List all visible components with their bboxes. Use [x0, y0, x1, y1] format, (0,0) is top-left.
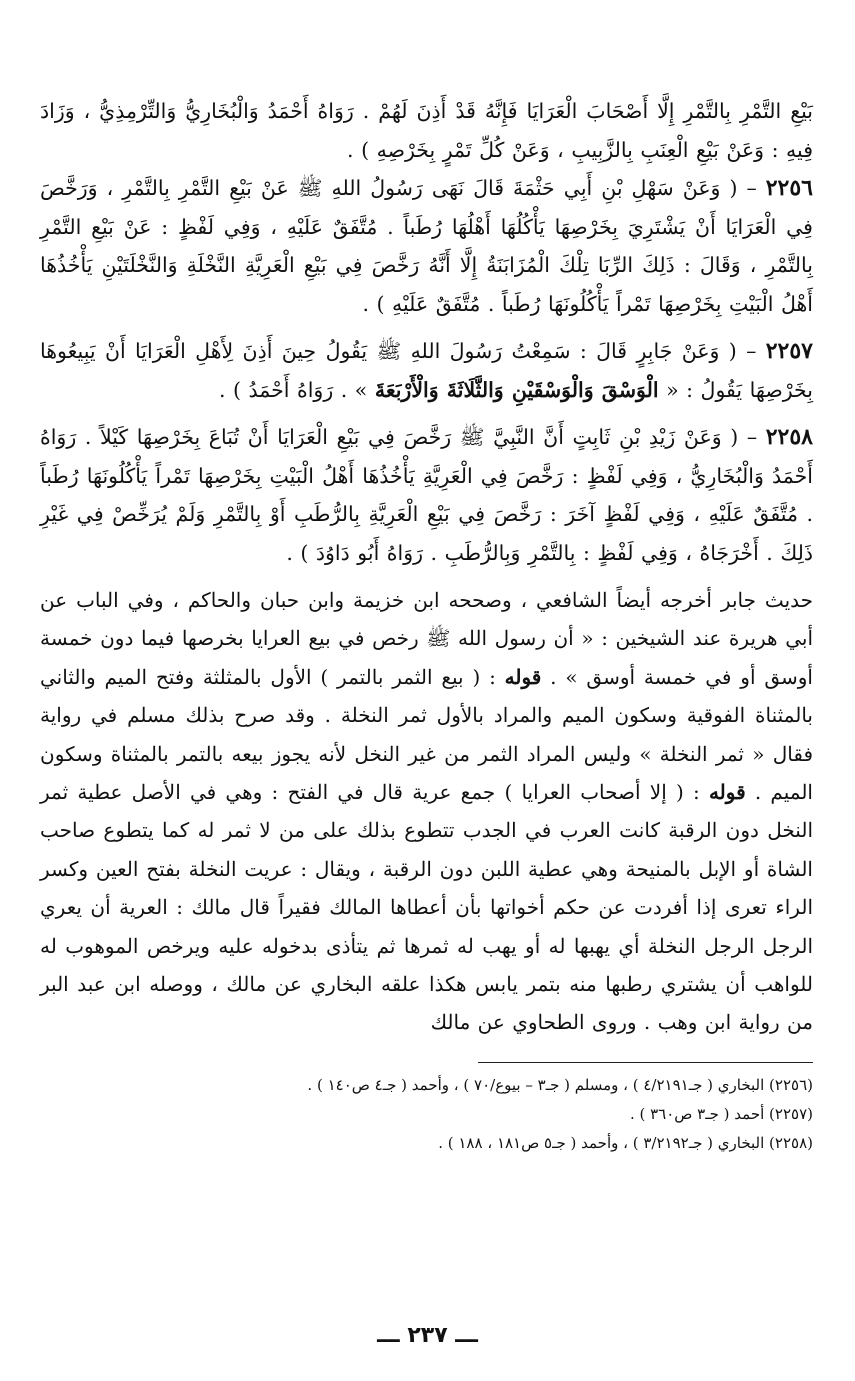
footnotes: [40, 1071, 813, 1158]
commentary-text: حديث جابر أخرجه أيضاً الشافعي ، وصححه ابن خزيمة وابن حبان والحاكم ، وفي الباب عن أبي هريرة عند الشيخين : « أن رسول الله ﷺ رخص في بيع العرايا بخرصها فيما دون خمسة أوسق أو في خمسة أوسق » .: [40, 588, 813, 689]
commentary-paragraph: [40, 581, 813, 1042]
hadith-2257: [40, 332, 813, 409]
commentary-text: : ( بيع الثمر بالتمر ) الأول بالمثلثة وفتح الميم والثاني بالمثناة الفوقية وسكون الميم والمراد بالأول ثمر النخلة . وقد صرح بذلك مسلم في رواية فقال « ثمر النخلة » وليس المراد الثمر من غير النخل لأنه يجوز بيعه بالتمر بالمثناة وسكون الميم .: [40, 664, 813, 805]
opening-paragraph: بَيْعِ التَّمْرِ بِالتَّمْرِ إِلَّا أَصْحَابَ الْعَرَايَا فَإِنَّهُ قَدْ أَذِنَ لَهُمْ . رَوَاهُ أَحْمَدُ وَالْبُخَارِيُّ وَالتِّرْمِذِيُّ ، وَزَادَ فِيهِ : وَعَنْ بَيْعِ الْعِنَبِ بِالزَّبِيبِ ، وَعَنْ كُلِّ تَمْرٍ بِخَرْصِهِ ) .: [40, 99, 813, 162]
commentary-text: : ( إلا أصحاب العرايا ) جمع عرية قال في الفتح : وهي في الأصل عطية ثمر النخل دون الرقبة كانت العرب في الجدب تتطوع بذلك على من لا ثمر له كما يتطوع صاحب الشاة أو الإبل بالمنيحة وهي عطية اللبن دون الرقبة ، ويقال : عريت النخلة بفتح العين وكسر الراء تعرى إذا أفردت عن حكم أخواتها بأن أعطاها المالك فقيراً قال مالك : العرية أن يعري الرجل الرجل النخلة أي يهبها له أو يهب له ثمرها ثم يتأذى بدخوله عليه ويرخص الموهوب له للواهب أن يشتري رطبها منه بتمر يابس هكذا علقه البخاري عن مالك ، ووصله ابن عبد البر من رواية ابن وهب . وروى الطحاوي عن مالك: [40, 780, 813, 1035]
qawluhu-label: قوله: [708, 780, 746, 805]
page-number: ـــ ٢٣٧ ـــ: [377, 1323, 478, 1348]
hadith-attribution: » . رَوَاهُ أَحْمَدُ ) .: [218, 377, 375, 402]
qawluhu-label: قوله: [504, 664, 542, 689]
footnote-2256: (٢٢٥٦) البخاري ( جـ٤/٢١٩١ ) ، ومسلم ( جـ٣ – بيوع/٧٠ ) ، وأحمد ( جـ٤ ص١٤٠ ) .: [307, 1075, 813, 1094]
hadith-number: ٢٢٥٨: [765, 424, 813, 450]
hadith-2256: [40, 169, 813, 323]
hadith-quote: الْوَسْقَ وَالْوَسْقَيْنِ وَالثَّلَاثَةَ وَالْأَرْبَعَةَ: [374, 377, 659, 402]
hadith-number: ٢٢٥٧: [765, 338, 813, 364]
hadith-2258: [40, 418, 813, 572]
hadith-text: – ( وَعَنْ زَيْدِ بْنِ ثَابِتٍ أَنَّ النَّبِيَّ ﷺ رَخَّصَ فِي بَيْعِ الْعَرَايَا أَنْ تُبَاعَ بِخَرْصِهَا كَيْلاً . رَوَاهُ أَحْمَدُ وَالْبُخَارِيُّ ، وَفِي لَفْظٍ : رَخَّصَ فِي الْعَرِيَّةِ يَأْخُذُهَا أَهْلُ الْبَيْتِ بِخَرْصِهَا تَمْراً يَأْكُلُونَهَا رُطَباً . مُتَّفَقٌ عَلَيْهِ ، وَفِي لَفْظٍ آخَرَ : رَخَّصَ فِي بَيْعِ الْعَرِيَّةِ بِالرُّطَبِ أَوْ بِالتَّمْرِ وَلَمْ يُرَخِّصْ فِي غَيْرِ ذَلِكَ . أَخْرَجَاهُ ، وَفِي لَفْظٍ : بِالتَّمْرِ وَبِالرُّطَبِ . رَوَاهُ أَبُو دَاوُدَ ) .: [40, 425, 813, 565]
hadith-text: – ( وَعَنْ سَهْلِ بْنِ أَبِي حَثْمَةَ قَالَ نَهَى رَسُولُ اللهِ ﷺ عَنْ بَيْعِ التَّمْرِ بِالتَّمْرِ ، وَرَخَّصَ فِي الْعَرَايَا أَنْ يَشْتَرِيَ بِخَرْصِهَا يَأْكُلُهَا أَهْلُهَا رُطَباً . مُتَّفَقٌ عَلَيْهِ ، وَفِي لَفْظٍ : عَنْ بَيْعِ التَّمْرِ بِالتَّمْرِ ، وَقَالَ : ذَلِكَ الرِّبَا تِلْكَ الْمُزَابَنَةُ إِلَّا أَنَّهُ رَخَّصَ فِي بَيْعِ الْعَرِيَّةِ النَّخْلَةِ وَالنَّخْلَتَيْنِ يَأْخُذُهَا أَهْلُ الْبَيْتِ بِخَرْصِهَا تَمْراً يَأْكُلُونَهَا رُطَباً . مُتَّفَقٌ عَلَيْهِ ) .: [40, 176, 813, 316]
footnote-2257: (٢٢٥٧) أحمد ( جـ٣ ص٣٦٠ ) .: [629, 1104, 813, 1123]
footnote-2258: (٢٢٥٨) البخاري ( جـ٣/٢١٩٢ ) ، وأحمد ( جـ٥ ص١٨١ ، ١٨٨ ) .: [438, 1133, 813, 1152]
hadith-number: ٢٢٥٦: [765, 175, 813, 201]
footnote-divider: [478, 1062, 813, 1063]
hadith-text: – ( وَعَنْ جَابِرٍ قَالَ : سَمِعْتُ رَسُولَ اللهِ ﷺ يَقُولُ حِينَ أَذِنَ لِأَهْلِ الْعَرَايَا أَنْ يَبِيعُوهَا بِخَرْصِهَا يَقُولُ : «: [40, 339, 813, 402]
